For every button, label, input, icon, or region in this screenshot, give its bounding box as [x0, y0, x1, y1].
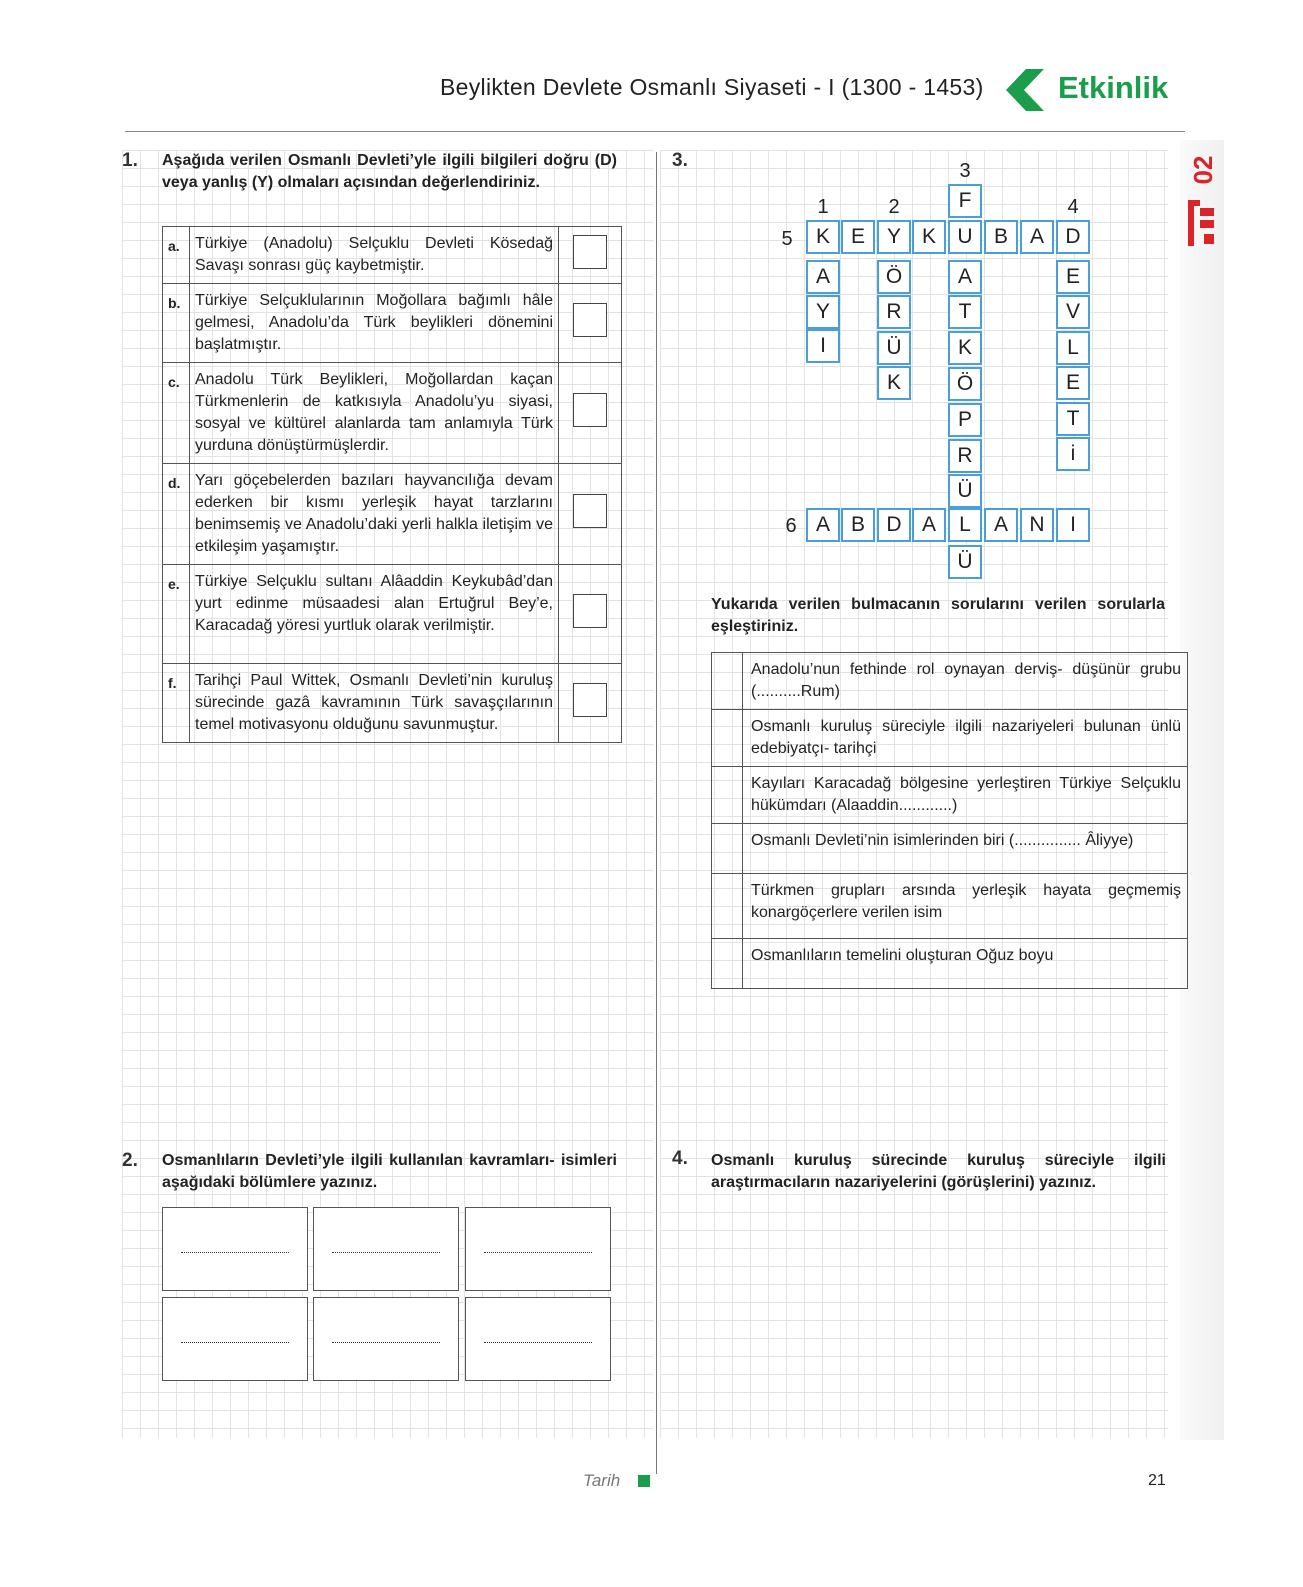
square-icon [638, 1475, 650, 1487]
answer-checkbox[interactable] [573, 594, 607, 628]
table-row [163, 284, 622, 363]
item-letter: b. [163, 284, 190, 363]
crossword-cell: Ü [948, 545, 982, 579]
match-answer-cell[interactable] [712, 710, 743, 767]
item-text: Türkiye Selçuklu sultanı Alâaddin Keykubâd’dan yurt edinme müsaadesi alan Ertuğrul Bey’e, Karacadağ yöresi yurtluk olarak verilmiştir. [190, 565, 559, 664]
brand-logo-icon [1186, 198, 1218, 248]
crossword-cell: A [984, 508, 1018, 542]
clue-number: 4 [1067, 196, 1079, 218]
crossword-cell: K [877, 366, 911, 400]
item-letter: a. [163, 227, 190, 284]
crossword-cell: P [948, 403, 982, 437]
answer-box-cell [559, 227, 622, 284]
clue-text: Anadolu’nun fethinde rol oynayan derviş- düşünür grubu (..........Rum) [743, 653, 1188, 710]
crossword-cell: B [841, 508, 875, 542]
table-row [163, 363, 622, 464]
crossword-cell: A [806, 508, 840, 542]
page-number: 21 [1148, 1472, 1166, 1489]
item-letter: d. [163, 464, 190, 565]
answer-field[interactable] [162, 1207, 308, 1291]
table-row [712, 874, 1188, 939]
crossword-cell: Ö [877, 260, 911, 294]
question-3-number: 3. [672, 150, 688, 171]
crossword-cell: Ö [948, 367, 982, 401]
answer-field[interactable] [313, 1297, 459, 1381]
table-row [712, 653, 1188, 710]
crossword-cell: Y [806, 295, 840, 329]
crossword-cell: T [948, 295, 982, 329]
crossword-cell: Ü [948, 474, 982, 508]
item-letter: f. [163, 664, 190, 743]
item-text: Anadolu Türk Beylikleri, Moğollardan kaçan Türkmenlerin de katkısıyla Anadolu’yu siyasi, sosyal ve kültürel alanlarda tam anlamıyla Türk yurduna dönüştürmüşlerdir. [190, 363, 559, 464]
answer-box-cell [559, 464, 622, 565]
crossword-cell: I [806, 329, 840, 363]
table-row [163, 464, 622, 565]
answer-field[interactable] [162, 1297, 308, 1381]
table-row [712, 939, 1188, 989]
table-row [163, 565, 622, 664]
answer-box-cell [559, 363, 622, 464]
table-row [163, 664, 622, 743]
answer-field[interactable] [313, 1207, 459, 1291]
question-1-prompt: Aşağıda verilen Osmanlı Devleti’yle ilgili bilgileri doğru (D) veya yanlış (Y) olmaları açısından değerlendiriniz. [162, 152, 617, 191]
crossword-cell: N [1020, 508, 1054, 542]
clue-number: 1 [817, 196, 829, 218]
question-3-prompt: Yukarıda verilen bulmacanın sorularını verilen sorularla eşleştiriniz. [711, 596, 1165, 635]
crossword-cell: A [806, 260, 840, 294]
clue-number: 3 [959, 160, 971, 182]
crossword-cell: F [948, 184, 982, 218]
header-divider [125, 131, 1185, 132]
crossword-cell: D [1056, 220, 1090, 254]
table-row [163, 227, 622, 284]
match-answer-cell[interactable] [712, 767, 743, 824]
crossword-cell: i [1056, 437, 1090, 471]
question-2-number: 2. [122, 1150, 138, 1171]
crossword-cell: L [948, 508, 982, 542]
crossword-cell: D [877, 508, 911, 542]
crossword-cell: K [806, 220, 840, 254]
crossword-cell: E [1056, 260, 1090, 294]
chevron-left-icon [1004, 67, 1048, 113]
true-false-table [162, 226, 622, 743]
item-letter: c. [163, 363, 190, 464]
side-tab-number: 02 [1188, 155, 1218, 185]
answer-box-cell [559, 664, 622, 743]
match-answer-cell[interactable] [712, 824, 743, 874]
clue-number: 6 [785, 515, 797, 537]
crossword-cell: Ü [877, 331, 911, 365]
answer-checkbox[interactable] [573, 303, 607, 337]
match-answer-cell[interactable] [712, 939, 743, 989]
answer-field[interactable] [465, 1207, 611, 1291]
table-row [712, 767, 1188, 824]
crossword-cell: K [948, 331, 982, 365]
crossword-cell: T [1056, 402, 1090, 436]
footer-subject: Tarih [583, 1471, 621, 1490]
crossword-cell: E [1056, 366, 1090, 400]
column-divider [656, 152, 657, 1474]
question-2-prompt: Osmanlıların Devleti’yle ilgili kullanılan kavramları- isimleri aşağıdaki bölümlere yazınız. [162, 1152, 617, 1191]
activity-label: Etkinlik [1058, 70, 1169, 105]
crossword-cell: L [1056, 331, 1090, 365]
answer-checkbox[interactable] [573, 235, 607, 269]
item-text: Türkiye Selçuklularının Moğollara bağımlı hâle gelmesi, Anadolu’da Türk beylikleri dönemini başlatmıştır. [190, 284, 559, 363]
crossword-cell: A [1020, 220, 1054, 254]
table-row [712, 824, 1188, 874]
crossword-cell: E [841, 220, 875, 254]
answer-checkbox[interactable] [573, 683, 607, 717]
clue-number: 5 [781, 228, 793, 250]
crossword-cell: B [984, 220, 1018, 254]
match-answer-cell[interactable] [712, 874, 743, 939]
clue-text: Kayıları Karacadağ bölgesine yerleştiren Türkiye Selçuklu hükümdarı (Alaaddin............) [743, 767, 1188, 824]
table-row [712, 710, 1188, 767]
question-4-prompt: Osmanlı kuruluş sürecinde kuruluş süreciyle ilgili araştırmacıların nazariyelerini (görüşlerini) yazınız. [711, 1152, 1166, 1191]
question-1-number: 1. [122, 150, 138, 171]
match-answer-cell[interactable] [712, 653, 743, 710]
answer-field[interactable] [465, 1297, 611, 1381]
crossword-cell: U [948, 220, 982, 254]
crossword-cell: R [948, 439, 982, 473]
clue-number: 2 [888, 196, 900, 218]
clue-text: Osmanlı kuruluş süreciyle ilgili nazariyeleri bulunan ünlü edebiyatçı- tarihçi [743, 710, 1188, 767]
crossword-cell: Y [877, 220, 911, 254]
crossword-cell: I [1056, 508, 1090, 542]
clue-text: Osmanlı Devleti’nin isimlerinden biri (............... Âliyye) [743, 824, 1188, 874]
crossword-cell: K [912, 220, 946, 254]
answer-checkbox[interactable] [573, 494, 607, 528]
answer-box-cell [559, 565, 622, 664]
page-title: Beylikten Devlete Osmanlı Siyaseti - I (1300 - 1453) [440, 74, 984, 100]
crossword-cell: A [948, 260, 982, 294]
crossword-cell: V [1056, 295, 1090, 329]
answer-box-cell [559, 284, 622, 363]
matching-table [711, 652, 1188, 989]
item-text: Yarı göçebelerden bazıları hayvancılığa devam ederken bir kısmı yerleşik hayat tarzlarını benimsemiş ve Anadolu’daki yerli halkla iletişim ve etkileşim yaşamıştır. [190, 464, 559, 565]
answer-checkbox[interactable] [573, 393, 607, 427]
clue-text: Türkmen grupları arsında yerleşik hayata geçmemiş konargöçerlere verilen isim [743, 874, 1188, 939]
crossword-cell: A [912, 508, 946, 542]
item-text: Tarihçi Paul Wittek, Osmanlı Devleti’nin kuruluş sürecinde gazâ kavramının Türk savaşçılarının temel motivasyonu olduğunu savunmuştur. [190, 664, 559, 743]
question-4-number: 4. [672, 1148, 688, 1169]
crossword-cell: R [877, 295, 911, 329]
clue-text: Osmanlıların temelini oluşturan Oğuz boyu [743, 939, 1188, 989]
item-text: Türkiye (Anadolu) Selçuklu Devleti Kösedağ Savaşı sonrası güç kaybetmiştir. [190, 227, 559, 284]
item-letter: e. [163, 565, 190, 664]
